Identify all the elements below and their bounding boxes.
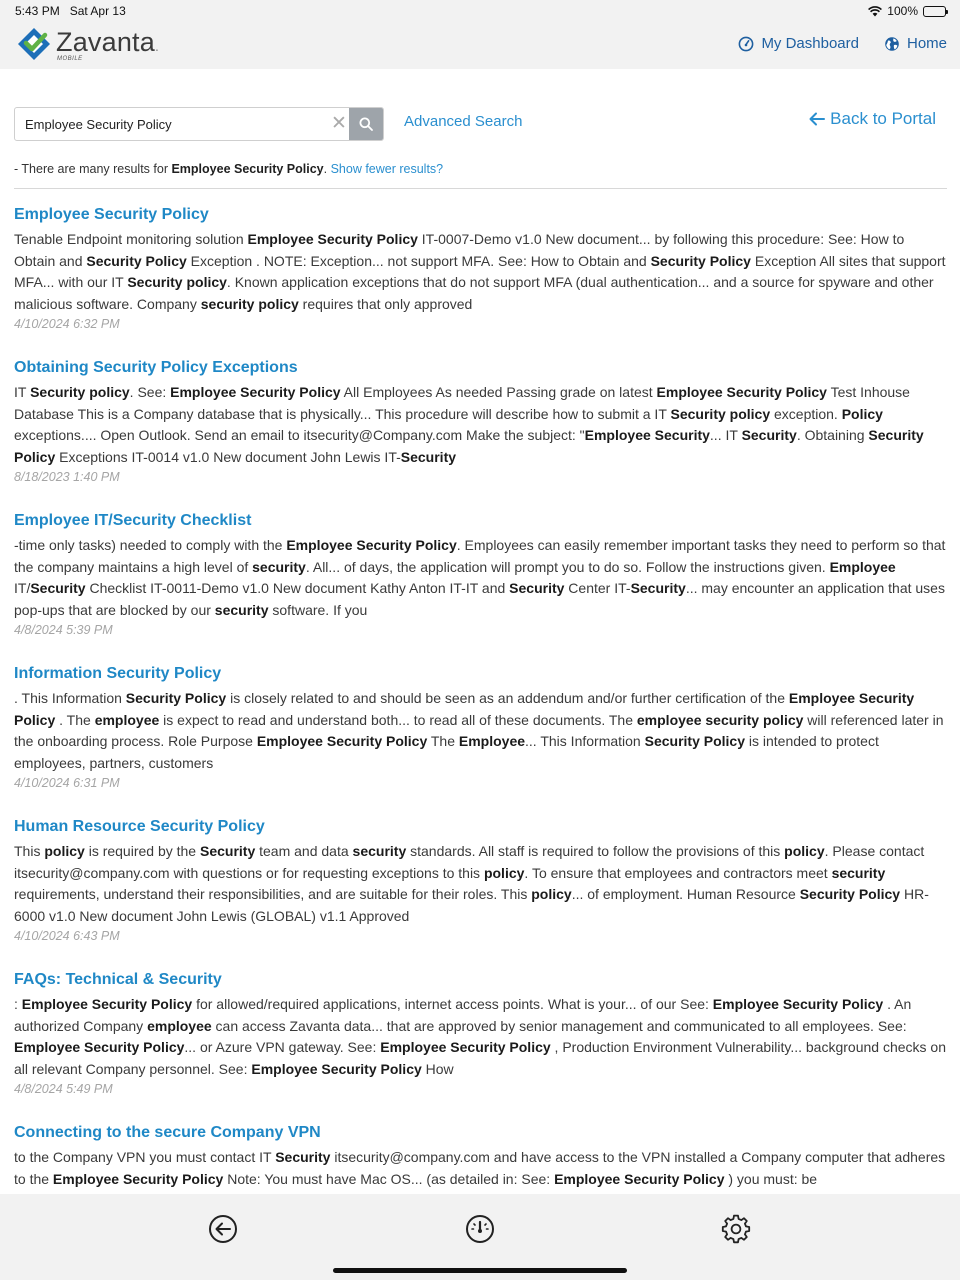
snippet-highlight: Security Policy: [86, 252, 187, 269]
snippet-text: to the Company VPN you must contact IT: [14, 1149, 276, 1165]
snippet-highlight: policy: [531, 886, 572, 903]
result-date: 8/18/2023 1:40 PM: [14, 470, 120, 485]
snippet-text: Test Inhouse Database This is a Company database that is physically... This procedure will describe how to submit a IT: [14, 384, 910, 422]
search-box: [14, 107, 384, 141]
snippet-highlight: security policy: [200, 295, 299, 312]
home-label: Home: [906, 35, 947, 52]
snippet-highlight: Policy: [841, 405, 883, 422]
snippet-text: HR-6000 v1.0 New document John Lewis (GLOBAL) v1.1 Approved: [14, 886, 929, 924]
snippet-highlight: Security: [199, 843, 256, 859]
arrow-left-icon: [809, 112, 825, 126]
snippet-text: IT-0007-Demo v1.0 New document... by following this procedure: See: How to Obtain and: [14, 231, 905, 269]
snippet-text: is intended to protect employees, partners, customers: [14, 733, 879, 771]
snippet-text: ... IT: [709, 427, 742, 444]
result-title-link[interactable]: Connecting to the secure Company VPN: [14, 1124, 321, 1141]
snippet-highlight: Employee Security Policy: [170, 384, 341, 400]
snippet-highlight: security: [831, 864, 886, 881]
snippet-text: exception.: [770, 405, 842, 422]
result-date: 4/10/2024 6:32 PM: [14, 317, 120, 332]
snippet-highlight: Employee Security Policy: [712, 996, 884, 1012]
clear-search-button[interactable]: ✕: [331, 113, 347, 134]
snippet-highlight: Security: [30, 580, 86, 597]
snippet-text: requirements, understand their responsibilities, and are suitable for their roles. This: [14, 886, 532, 903]
snippet-text: Exception All sites that support MFA... with our IT: [14, 252, 946, 291]
result-snippet: [14, 688, 946, 774]
snippet-highlight: security: [214, 601, 269, 618]
snippet-highlight: security: [252, 558, 306, 575]
search-result[interactable]: [14, 509, 946, 662]
snippet-text: will referenced later in the onboarding process. Role Purpose: [14, 711, 944, 750]
header-nav: [738, 35, 947, 52]
snippet-highlight: Employee: [829, 558, 896, 575]
snippet-highlight: Security Policy: [650, 252, 751, 269]
search-input[interactable]: [15, 108, 351, 140]
wifi-icon: [868, 6, 882, 17]
snippet-text: This: [14, 843, 45, 859]
snippet-text: . An authorized Company: [14, 996, 912, 1034]
snippet-text: . All... of days, the application will prompt you to do so. Follow the instructions given.: [305, 558, 830, 575]
snippet-highlight: Employee Security Policy: [14, 690, 915, 728]
snippet-highlight: policy: [44, 843, 85, 859]
snippet-text: ... may encounter an application that uses pop-ups that are blocked by our: [14, 580, 945, 618]
snippet-text: IT: [14, 384, 31, 400]
snippet-text: The: [427, 733, 459, 750]
snippet-text: ) you must: be: [724, 1170, 818, 1187]
search-result[interactable]: [14, 356, 946, 509]
result-snippet: [14, 229, 946, 315]
snippet-highlight: Security: [630, 580, 686, 597]
app-header: [0, 22, 960, 69]
snippet-text: is expect to read and understand both... to read all of these documents. The: [159, 711, 637, 728]
snippet-text: exceptions.... Open Outlook. Send an email to itsecurity@Company.com Make the subject: ": [14, 427, 585, 444]
snippet-highlight: Security: [400, 448, 457, 465]
result-snippet: [14, 535, 946, 621]
snippet-text: All Employees As needed Passing grade on latest: [340, 384, 657, 400]
status-time: 5:43 PM Sat Apr 13: [15, 4, 126, 18]
snippet-highlight: Employee Security Policy: [247, 231, 418, 247]
result-title-link[interactable]: Obtaining Security Policy Exceptions: [14, 359, 298, 376]
snippet-text: Exception . NOTE: Exception... not support MFA. See: How to Obtain and: [186, 252, 651, 269]
divider: [14, 188, 947, 189]
zavanta-logo[interactable]: [16, 26, 159, 62]
result-snippet: [14, 994, 946, 1080]
notice-suffix: .: [323, 162, 331, 176]
dashboard-button[interactable]: [463, 1212, 497, 1246]
battery-percent: 100%: [887, 4, 918, 18]
snippet-highlight: Employee Security Policy: [656, 384, 827, 400]
search-result[interactable]: [14, 662, 946, 815]
snippet-text: Checklist IT-0011-Demo v1.0 New document Kathy Anton IT-IT and: [85, 580, 510, 597]
snippet-highlight: Security Policy: [799, 886, 901, 903]
battery-icon: [923, 6, 946, 17]
snippet-text: requires that only approved: [298, 295, 473, 312]
globe-icon: [884, 36, 900, 52]
result-snippet: [14, 841, 946, 927]
logo-text: Zavanta. MOBILE: [56, 27, 160, 62]
snippet-text: . Please contact itsecurity@company.com with questions or for requesting exceptions to this: [14, 843, 925, 881]
result-title-link[interactable]: Employee IT/Security Checklist: [14, 512, 252, 529]
result-date: 4/10/2024 6:43 PM: [14, 929, 120, 944]
snippet-highlight: Security policy: [30, 384, 130, 400]
snippet-text: is required by the: [84, 843, 200, 859]
snippet-highlight: security: [352, 843, 407, 859]
snippet-text: . Employees can easily remember important tasks they need to perform so that the company maintains a high level of: [14, 537, 946, 575]
back-button[interactable]: [206, 1212, 240, 1246]
snippet-highlight: Security: [509, 580, 565, 597]
search-row: [14, 107, 936, 141]
logo-subtitle: MOBILE: [57, 56, 83, 62]
snippet-highlight: Employee Security Policy: [286, 537, 457, 553]
snippet-highlight: Security policy: [127, 274, 227, 291]
notice-term: Employee Security Policy: [171, 162, 324, 176]
snippet-highlight: Security: [741, 427, 797, 444]
search-result[interactable]: [14, 1121, 946, 1194]
snippet-highlight: policy: [784, 843, 825, 859]
snippet-text: . The: [55, 711, 95, 728]
snippet-highlight: Security Policy: [14, 427, 924, 465]
snippet-text: . To ensure that employees and contractors meet: [524, 864, 832, 881]
snippet-highlight: employee: [94, 711, 160, 728]
snippet-text: itsecurity@company.com and have access to the VPN installed a Company computer that adheres to the: [14, 1149, 946, 1187]
notice-prefix: - There are many results for: [14, 162, 172, 176]
status-bar: [0, 0, 960, 22]
result-snippet: [14, 1147, 946, 1190]
snippet-text: Center IT-: [564, 580, 631, 597]
status-right: [868, 4, 946, 18]
search-result[interactable]: [14, 815, 946, 968]
snippet-highlight: employee: [147, 1017, 212, 1034]
snippet-text: Note: You must have Mac OS... (as detailed in: See:: [223, 1170, 555, 1187]
result-title-link[interactable]: Human Resource Security Policy: [14, 818, 265, 835]
snippet-text: , Production Environment Vulnerability... background checks on all relevant Company personnel. See:: [14, 1039, 946, 1077]
snippet-text: :: [14, 996, 22, 1012]
snippet-text: . Obtaining: [796, 427, 869, 444]
advanced-search-link[interactable]: Advanced Search: [404, 113, 523, 130]
snippet-text: How: [421, 1060, 454, 1077]
result-title-link[interactable]: Employee Security Policy: [14, 206, 209, 223]
result-date: 4/10/2024 6:31 PM: [14, 776, 120, 791]
snippet-text: ... or Azure VPN gateway. See:: [184, 1039, 381, 1056]
snippet-text: standards. All staff is required to follow the provisions of this: [406, 843, 785, 859]
snippet-text: . See:: [129, 384, 171, 400]
snippet-highlight: Employee Security Policy: [554, 1170, 725, 1187]
snippet-text: for allowed/required applications, internet access points. What is your... of our See:: [192, 996, 713, 1012]
snippet-text: ... This Information: [525, 733, 645, 750]
result-date: 4/8/2024 5:39 PM: [14, 623, 113, 638]
my-dashboard-link[interactable]: [738, 35, 859, 52]
back-to-portal-label: Back to Portal: [830, 109, 936, 128]
snippet-text: software. If you: [268, 601, 368, 618]
gear-icon: [721, 1214, 751, 1244]
dashboard-icon: [738, 36, 754, 52]
search-result[interactable]: [14, 968, 946, 1121]
snippet-highlight: Employee Security: [584, 427, 710, 444]
result-title-link[interactable]: Information Security Policy: [14, 665, 222, 682]
search-button[interactable]: [349, 108, 383, 140]
snippet-text: . This Information: [14, 690, 126, 706]
snippet-text: is closely related to and should be seen as an addendum and/or further certification of the: [226, 690, 789, 706]
snippet-highlight: Security: [275, 1149, 331, 1165]
snippet-highlight: Employee Security Policy: [256, 733, 428, 750]
result-snippet: [14, 382, 946, 468]
snippet-text: IT/: [14, 580, 31, 597]
show-fewer-results-link[interactable]: Show fewer results?: [330, 162, 444, 176]
snippet-text: Exceptions IT-0014 v1.0 New document John Lewis IT-: [55, 448, 401, 465]
snippet-highlight: Employee: [458, 733, 526, 750]
snippet-highlight: Security policy: [670, 405, 771, 422]
settings-button[interactable]: [719, 1212, 753, 1246]
snippet-highlight: Employee Security Policy: [251, 1060, 422, 1077]
search-result[interactable]: [14, 203, 946, 356]
snippet-highlight: Security Policy: [125, 690, 227, 706]
back-arrow-icon: [208, 1214, 238, 1244]
result-title-link[interactable]: FAQs: Technical & Security: [14, 971, 222, 988]
search-icon: [359, 117, 373, 131]
result-date: 4/8/2024 5:49 PM: [14, 1082, 113, 1097]
snippet-highlight: Employee Security Policy: [21, 996, 193, 1012]
snippet-highlight: Security Policy: [644, 733, 745, 750]
snippet-highlight: employee security policy: [636, 711, 804, 728]
home-indicator: [333, 1268, 627, 1273]
snippet-text: Tenable Endpoint monitoring solution: [14, 231, 248, 247]
search-results-list[interactable]: [14, 203, 946, 1194]
snippet-highlight: Employee Security Policy: [14, 1039, 185, 1056]
snippet-text: team and data: [255, 843, 353, 859]
snippet-text: -time only tasks) needed to comply with the: [14, 537, 287, 553]
logo-mark-icon: [16, 26, 52, 62]
snippet-text: . Known application exceptions that do not support MFA (dual authentication... and a source for spyware and other malicious software. Company: [14, 274, 934, 312]
snippet-highlight: Employee Security Policy: [52, 1170, 224, 1187]
my-dashboard-label: My Dashboard: [761, 35, 859, 52]
home-link[interactable]: [884, 35, 947, 52]
snippet-text: ... of employment. Human Resource: [571, 886, 800, 903]
snippet-highlight: policy: [483, 864, 525, 881]
back-to-portal-link[interactable]: [809, 109, 936, 129]
results-notice: [14, 162, 443, 176]
snippet-text: can access Zavanta data... that are approved by senior management and communicated to all employees. See:: [211, 1017, 907, 1034]
dashboard-icon: [465, 1214, 495, 1244]
snippet-highlight: Employee Security Policy: [380, 1039, 551, 1056]
